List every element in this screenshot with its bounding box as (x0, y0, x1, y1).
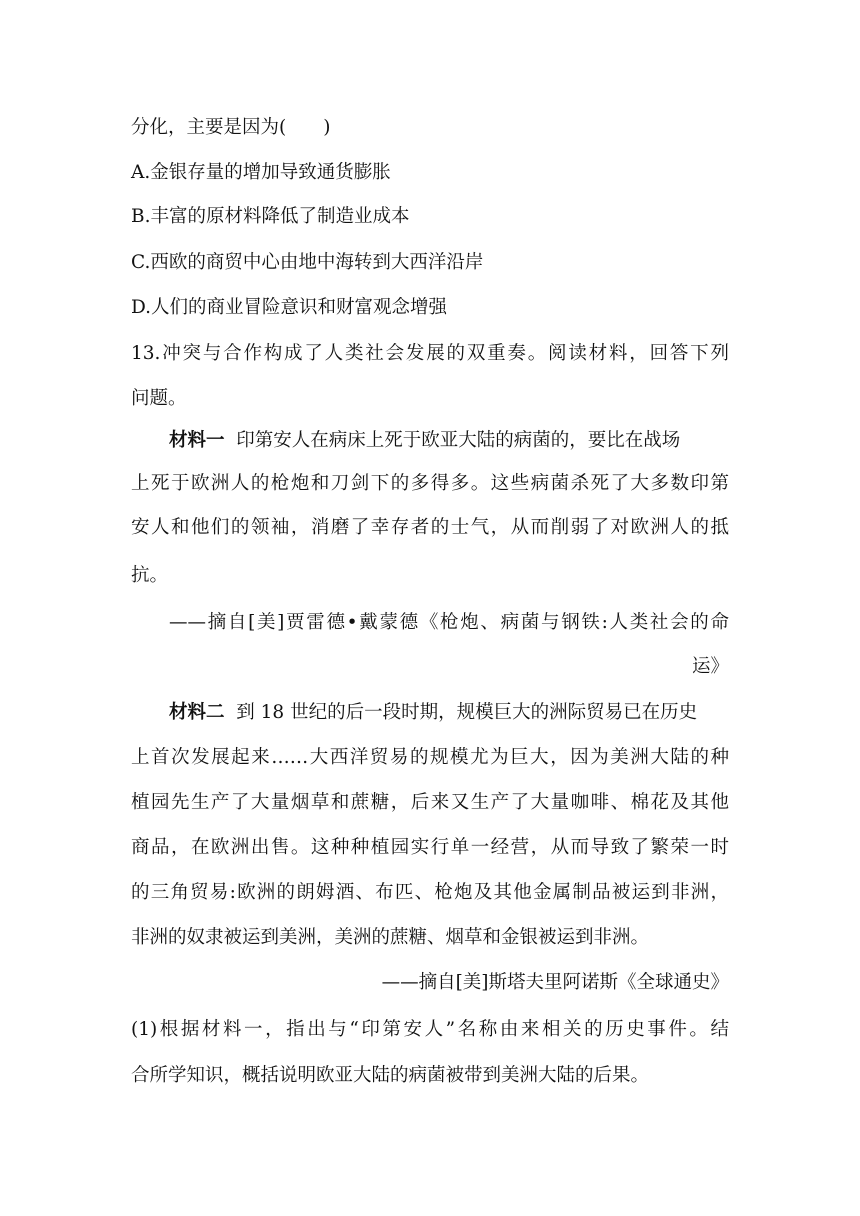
material2-source: ——摘自[美]斯塔夫里阿诺斯《全球通史》 (381, 972, 729, 993)
q12-option-d: D.人们的商业冒险意识和财富观念增强 (131, 297, 448, 318)
material1-source-line-1: ——摘自[美]贾雷德•戴蒙德《枪炮、病菌与钢铁:人类社会的命 (169, 612, 729, 633)
material2-text-line-6: 非洲的奴隶被运到美洲，美洲的蔗糖、烟草和金银被运到非洲。 (131, 927, 650, 948)
q12-stem-tail: 分化，主要是因为( ) (131, 117, 331, 138)
q13-sub1-line-1: (1)根据材料一，指出与“印第安人”名称由来相关的历史事件。结 (131, 1019, 729, 1040)
q12-option-a: A.金银存量的增加导致通货膨胀 (131, 162, 391, 183)
q13-sub1-line-2: 合所学知识，概括说明欧亚大陆的病菌被带到美洲大陆的后果。 (131, 1065, 650, 1086)
material2-text-line-2: 上首次发展起来……大西洋贸易的规模尤为巨大，因为美洲大陆的种 (131, 747, 729, 768)
material2-text-line-3: 植园先生产了大量烟草和蔗糖，后来又生产了大量咖啡、棉花及其他 (131, 792, 729, 813)
material1-first-line (169, 428, 680, 454)
material2-text-line-5: 的三角贸易:欧洲的朗姆酒、布匹、枪炮及其他金属制品被运到非洲， (131, 882, 729, 903)
material2-text-line-4: 商品，在欧洲出售。这种种植园实行单一经营，从而导致了繁荣一时 (131, 837, 729, 858)
q12-option-b: B.丰富的原材料降低了制造业成本 (131, 206, 410, 227)
q13-stem-line-2: 问题。 (131, 388, 187, 409)
material2-text-line-1: 到 18 世纪的后一段时期，规模巨大的洲际贸易已在历史 (236, 702, 698, 723)
material2-first-line (169, 700, 697, 726)
q13-stem-line-1: 13.冲突与合作构成了人类社会发展的双重奏。阅读材料，回答下列 (131, 343, 729, 364)
material1-text-line-4: 抗。 (131, 565, 169, 586)
q12-option-c: C.西欧的商贸中心由地中海转到大西洋沿岸 (131, 252, 484, 273)
material2-label: 材料二 (169, 702, 225, 723)
material1-source-line-2: 运》 (691, 656, 729, 677)
material1-text-line-3: 安人和他们的领袖，消磨了幸存者的士气，从而削弱了对欧洲人的抵 (131, 517, 729, 538)
material1-label: 材料一 (169, 430, 225, 451)
material1-text-line-2: 上死于欧洲人的枪炮和刀剑下的多得多。这些病菌杀死了大多数印第 (131, 473, 729, 494)
material1-text-line-1: 印第安人在病床上死于欧亚大陆的病菌的，要比在战场 (236, 430, 681, 451)
